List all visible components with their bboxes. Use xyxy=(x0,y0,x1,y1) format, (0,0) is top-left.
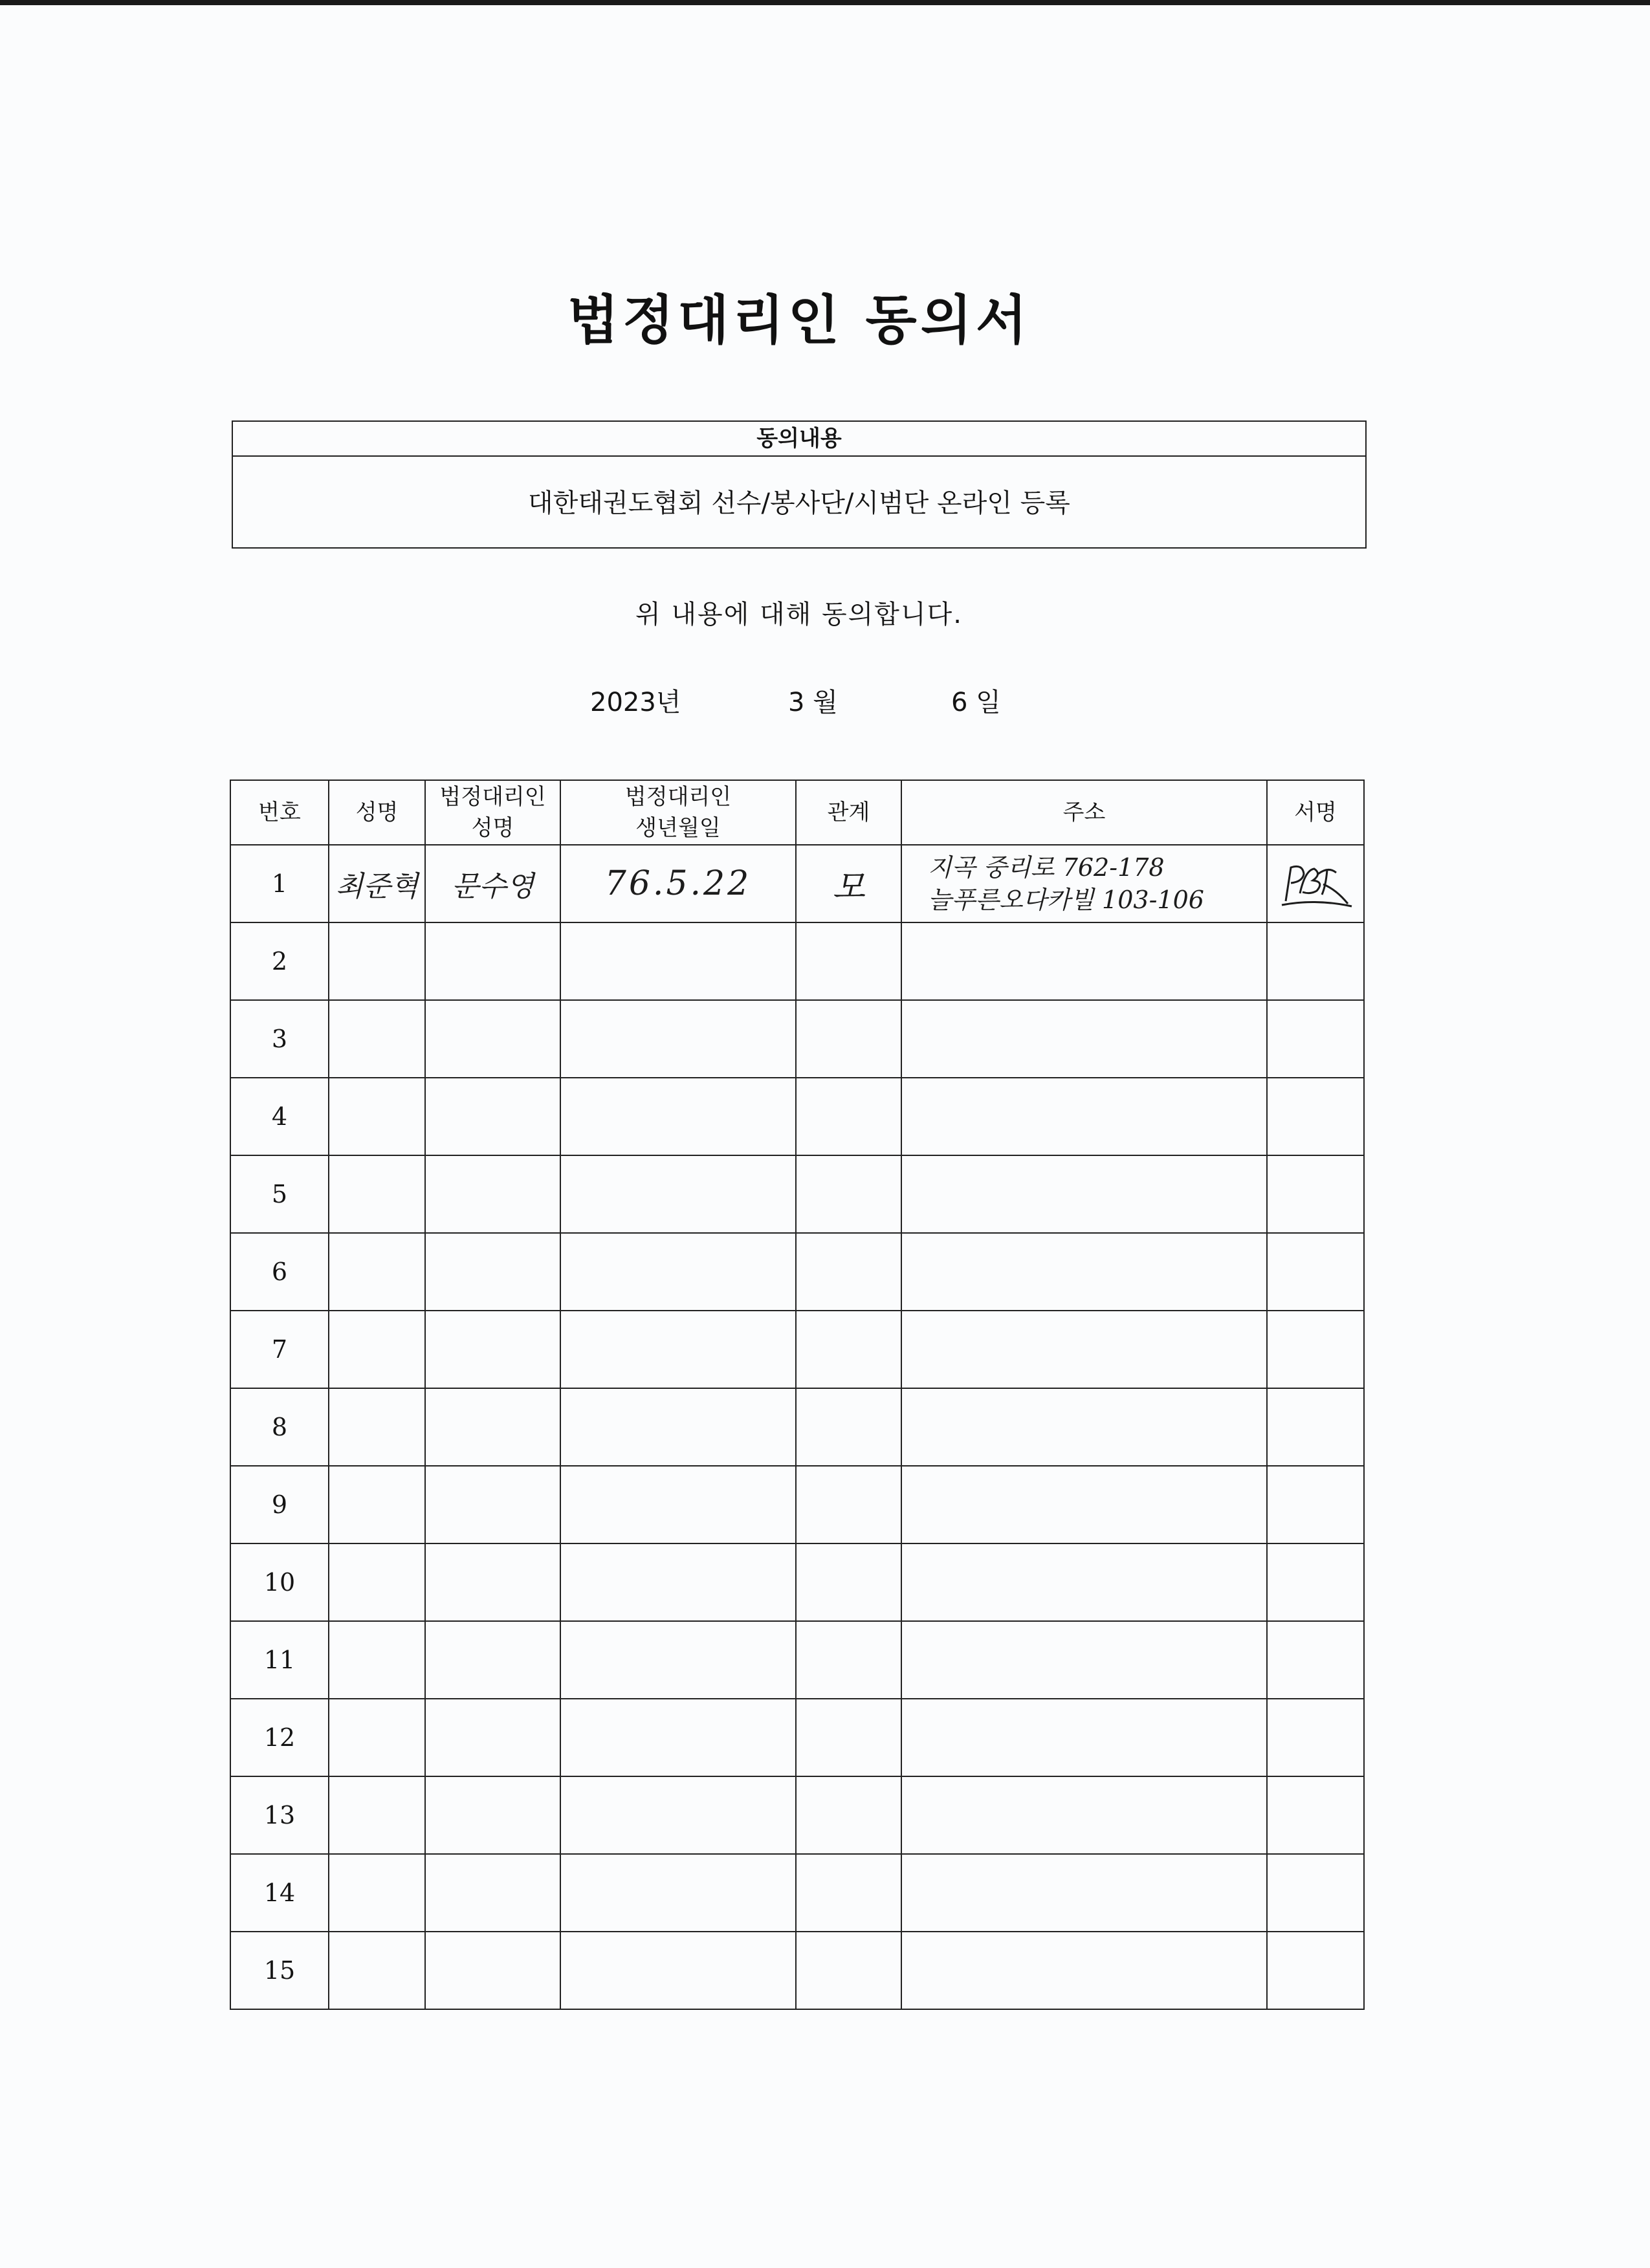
address-block xyxy=(902,851,1204,916)
handwritten-signature-icon xyxy=(1277,855,1354,913)
empty-cell xyxy=(560,1388,796,1466)
empty-cell xyxy=(901,1155,1267,1233)
row-number: 13 xyxy=(230,1776,329,1854)
empty-cell xyxy=(901,1932,1267,2009)
empty-cell xyxy=(560,1854,796,1932)
empty-cell xyxy=(796,1854,901,1932)
empty-cell xyxy=(796,1466,901,1543)
empty-cell xyxy=(1267,1078,1364,1155)
empty-cell xyxy=(329,1155,425,1233)
header-name: 성명 xyxy=(329,780,425,845)
table-row xyxy=(230,1466,1364,1543)
header-signature: 서명 xyxy=(1267,780,1364,845)
empty-cell xyxy=(560,1466,796,1543)
empty-cell xyxy=(1267,1155,1364,1233)
table-row xyxy=(230,1311,1364,1388)
row-number: 4 xyxy=(230,1078,329,1155)
empty-cell xyxy=(329,1854,425,1932)
table-row xyxy=(230,1699,1364,1776)
empty-cell xyxy=(560,922,796,1000)
empty-cell xyxy=(425,1932,560,2009)
empty-cell xyxy=(796,1388,901,1466)
empty-cell xyxy=(425,1233,560,1311)
empty-cell xyxy=(329,1233,425,1311)
consent-content: 대한태권도협회 선수/봉사단/시범단 온라인 등록 xyxy=(528,488,1070,518)
empty-cell xyxy=(796,1776,901,1854)
empty-cell xyxy=(901,1000,1267,1078)
empty-cell xyxy=(329,1000,425,1078)
empty-cell xyxy=(329,1311,425,1388)
row-number: 5 xyxy=(230,1155,329,1233)
empty-cell xyxy=(560,1155,796,1233)
empty-cell xyxy=(901,1621,1267,1699)
empty-cell xyxy=(425,1078,560,1155)
row-number: 6 xyxy=(230,1233,329,1311)
empty-cell xyxy=(560,1621,796,1699)
header-guardian-name-line2: 성명 xyxy=(471,815,514,841)
empty-cell xyxy=(425,1388,560,1466)
empty-cell xyxy=(901,1699,1267,1776)
table-row xyxy=(230,845,1364,922)
empty-cell xyxy=(425,922,560,1000)
empty-cell xyxy=(329,1543,425,1621)
row-number: 8 xyxy=(230,1388,329,1466)
row-number: 12 xyxy=(230,1699,329,1776)
empty-cell xyxy=(560,1699,796,1776)
empty-cell xyxy=(1267,922,1364,1000)
table-row xyxy=(230,1155,1364,1233)
row-number: 15 xyxy=(230,1932,329,2009)
table-row xyxy=(230,1776,1364,1854)
empty-cell xyxy=(1267,1311,1364,1388)
empty-cell xyxy=(901,1466,1267,1543)
table-row xyxy=(230,1000,1364,1078)
row-number: 14 xyxy=(230,1854,329,1932)
guardian-name-cell xyxy=(425,845,560,922)
header-guardian-birth-line2: 생년월일 xyxy=(635,815,721,841)
table-row xyxy=(230,1543,1364,1621)
row-number: 3 xyxy=(230,1000,329,1078)
empty-cell xyxy=(1267,1388,1364,1466)
empty-cell xyxy=(1267,1932,1364,2009)
relation-cell xyxy=(796,845,901,922)
empty-cell xyxy=(1267,1543,1364,1621)
empty-cell xyxy=(425,1311,560,1388)
empty-cell xyxy=(329,1078,425,1155)
empty-cell xyxy=(329,1466,425,1543)
table-row xyxy=(230,1932,1364,2009)
empty-cell xyxy=(1267,1699,1364,1776)
empty-cell xyxy=(1267,1621,1364,1699)
empty-cell xyxy=(796,1621,901,1699)
scan-top-edge xyxy=(0,0,1650,5)
empty-cell xyxy=(901,1776,1267,1854)
empty-cell xyxy=(425,1621,560,1699)
date-month: 3 월 xyxy=(788,688,838,717)
document-title: 법정대리인 동의서 xyxy=(567,289,1031,351)
empty-cell xyxy=(796,1078,901,1155)
empty-cell xyxy=(796,1233,901,1311)
table-row xyxy=(230,1078,1364,1155)
empty-cell xyxy=(329,922,425,1000)
header-number: 번호 xyxy=(230,780,329,845)
header-address: 주소 xyxy=(901,780,1267,845)
empty-cell xyxy=(425,1466,560,1543)
empty-cell xyxy=(796,1932,901,2009)
student-name: 최준혁 xyxy=(335,870,419,903)
empty-cell xyxy=(1267,1233,1364,1311)
empty-cell xyxy=(329,1621,425,1699)
empty-cell xyxy=(1267,1854,1364,1932)
header-guardian-name-line1: 법정대리인 xyxy=(439,784,546,810)
empty-cell xyxy=(425,1854,560,1932)
empty-cell xyxy=(901,1078,1267,1155)
table-row xyxy=(230,1233,1364,1311)
agreement-statement: 위 내용에 대해 동의합니다. xyxy=(635,600,963,629)
empty-cell xyxy=(1267,1000,1364,1078)
empty-cell xyxy=(796,1699,901,1776)
registration-table xyxy=(230,780,1365,2010)
address-line1: 지곡 중리로 762-178 xyxy=(928,853,1165,882)
address-cell xyxy=(901,845,1267,922)
guardian-name: 문수영 xyxy=(451,870,534,903)
header-guardian-birth-line1: 법정대리인 xyxy=(624,784,732,810)
empty-cell xyxy=(560,1233,796,1311)
empty-cell xyxy=(329,1388,425,1466)
table-row xyxy=(230,1854,1364,1932)
guardian-birth: 76.5.22 xyxy=(604,864,752,903)
empty-cell xyxy=(425,1155,560,1233)
empty-cell xyxy=(901,922,1267,1000)
empty-cell xyxy=(329,1699,425,1776)
empty-cell xyxy=(1267,1466,1364,1543)
relation: 모 xyxy=(832,867,865,907)
empty-cell xyxy=(329,1776,425,1854)
empty-cell xyxy=(901,1388,1267,1466)
row-number: 2 xyxy=(230,922,329,1000)
header-guardian-birth xyxy=(560,780,796,845)
header-relation: 관계 xyxy=(796,780,901,845)
empty-cell xyxy=(901,1543,1267,1621)
empty-cell xyxy=(560,1543,796,1621)
empty-cell xyxy=(425,1776,560,1854)
row-number: 7 xyxy=(230,1311,329,1388)
empty-cell xyxy=(1267,1776,1364,1854)
student-name-cell xyxy=(329,845,425,922)
empty-cell xyxy=(560,1311,796,1388)
empty-cell xyxy=(796,922,901,1000)
table-header-row xyxy=(230,780,1364,845)
row-number: 10 xyxy=(230,1543,329,1621)
empty-cell xyxy=(901,1311,1267,1388)
empty-cell xyxy=(425,1699,560,1776)
date-day: 6 일 xyxy=(951,688,1001,717)
table-row xyxy=(230,1621,1364,1699)
empty-cell xyxy=(329,1932,425,2009)
empty-cell xyxy=(901,1854,1267,1932)
row-number: 11 xyxy=(230,1621,329,1699)
table-row xyxy=(230,1388,1364,1466)
empty-cell xyxy=(901,1233,1267,1311)
empty-cell xyxy=(425,1000,560,1078)
empty-cell xyxy=(560,1078,796,1155)
header-guardian-name xyxy=(425,780,560,845)
row-number: 9 xyxy=(230,1466,329,1543)
empty-cell xyxy=(560,1776,796,1854)
consent-header: 동의내용 xyxy=(233,422,1365,457)
empty-cell xyxy=(425,1543,560,1621)
date-year: 2023년 xyxy=(590,688,681,717)
row-number: 1 xyxy=(230,845,329,922)
empty-cell xyxy=(560,1932,796,2009)
signature-cell xyxy=(1267,845,1364,922)
address-line2: 늘푸른오다카빌 103-106 xyxy=(928,886,1204,914)
empty-cell xyxy=(796,1311,901,1388)
guardian-birth-cell xyxy=(560,845,796,922)
empty-cell xyxy=(560,1000,796,1078)
empty-cell xyxy=(796,1155,901,1233)
consent-box xyxy=(232,420,1367,549)
table-row xyxy=(230,922,1364,1000)
empty-cell xyxy=(796,1000,901,1078)
empty-cell xyxy=(796,1543,901,1621)
